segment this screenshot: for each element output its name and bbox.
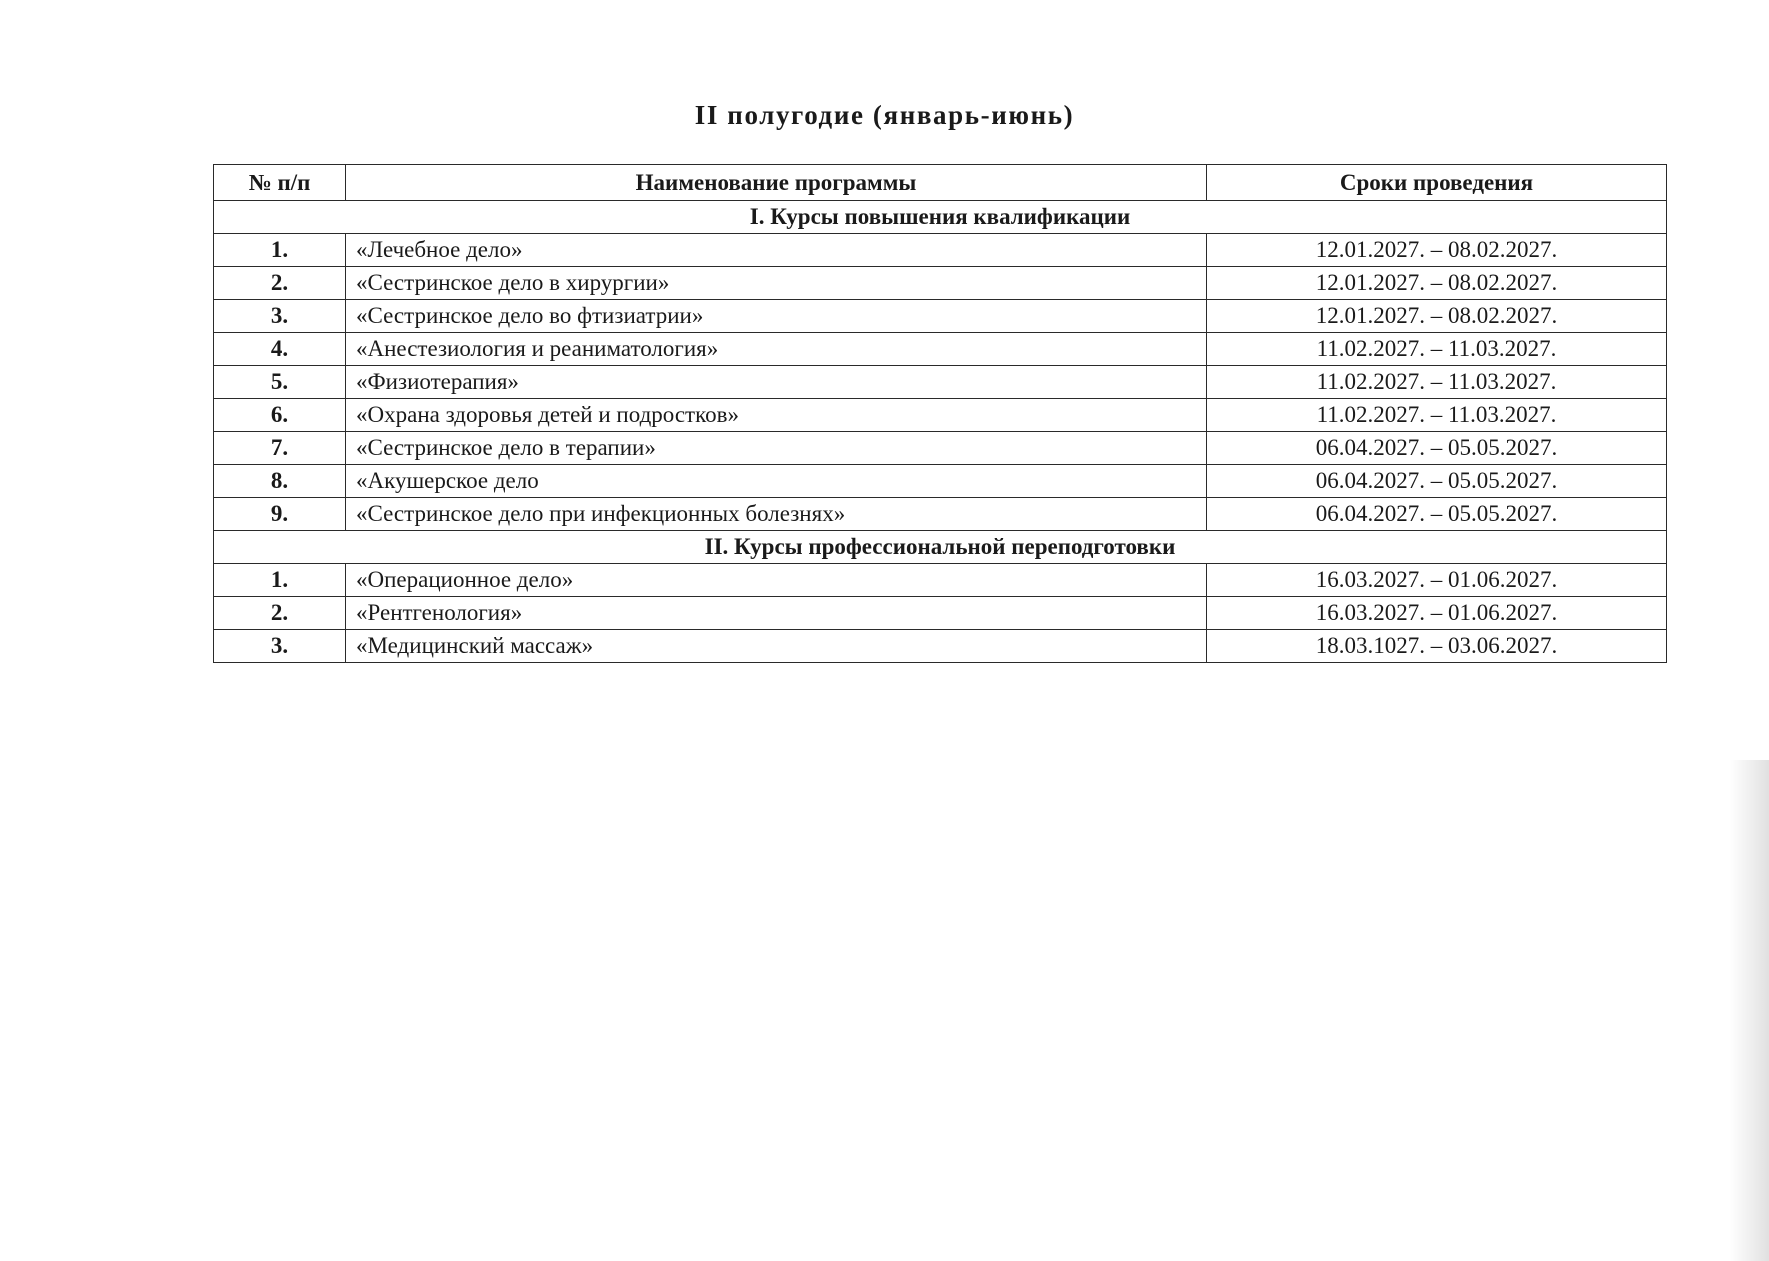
row-number: 7. (214, 432, 346, 465)
table-row (214, 597, 1667, 630)
row-number: 2. (214, 267, 346, 300)
program-name: «Рентгенология» (346, 597, 1207, 630)
row-number: 3. (214, 630, 346, 663)
row-number: 8. (214, 465, 346, 498)
table-row (214, 564, 1667, 597)
program-dates: 12.01.2027. – 08.02.2027. (1207, 300, 1667, 333)
program-name: «Лечебное дело» (346, 234, 1207, 267)
row-number: 2. (214, 597, 346, 630)
table-row (214, 432, 1667, 465)
program-name: «Анестезиология и реаниматология» (346, 333, 1207, 366)
scan-edge-shadow (1729, 760, 1769, 1261)
row-number: 1. (214, 564, 346, 597)
table-row (214, 267, 1667, 300)
row-number: 1. (214, 234, 346, 267)
table-row (214, 498, 1667, 531)
program-dates: 06.04.2027. – 05.05.2027. (1207, 498, 1667, 531)
program-name: «Охрана здоровья детей и подростков» (346, 399, 1207, 432)
table-row (214, 234, 1667, 267)
program-dates: 12.01.2027. – 08.02.2027. (1207, 267, 1667, 300)
schedule-table (213, 164, 1667, 663)
section-title-retraining: II. Курсы профессиональной переподготовки (214, 531, 1667, 564)
section-row (214, 201, 1667, 234)
program-dates: 18.03.1027. – 03.06.2027. (1207, 630, 1667, 663)
section-title-qualification: I. Курсы повышения квалификации (214, 201, 1667, 234)
program-name: «Медицинский массаж» (346, 630, 1207, 663)
table-body (214, 201, 1667, 663)
program-dates: 11.02.2027. – 11.03.2027. (1207, 399, 1667, 432)
program-name: «Акушерское дело (346, 465, 1207, 498)
program-dates: 11.02.2027. – 11.03.2027. (1207, 333, 1667, 366)
table-row (214, 333, 1667, 366)
row-number: 3. (214, 300, 346, 333)
header-row (214, 165, 1667, 201)
program-dates: 12.01.2027. – 08.02.2027. (1207, 234, 1667, 267)
program-dates: 11.02.2027. – 11.03.2027. (1207, 366, 1667, 399)
table-row (214, 465, 1667, 498)
program-dates: 06.04.2027. – 05.05.2027. (1207, 432, 1667, 465)
section-row (214, 531, 1667, 564)
table-row (214, 300, 1667, 333)
row-number: 5. (214, 366, 346, 399)
table-header (214, 165, 1667, 201)
program-name: «Сестринское дело во фтизиатрии» (346, 300, 1207, 333)
header-number: № п/п (214, 165, 346, 201)
program-name: «Физиотерапия» (346, 366, 1207, 399)
program-name: «Сестринское дело в хирургии» (346, 267, 1207, 300)
program-dates: 16.03.2027. – 01.06.2027. (1207, 564, 1667, 597)
table-row (214, 630, 1667, 663)
table-row (214, 366, 1667, 399)
header-program-name: Наименование программы (346, 165, 1207, 201)
page-title: II полугодие (январь-июнь) (694, 100, 1075, 130)
table-row (214, 399, 1667, 432)
program-name: «Сестринское дело при инфекционных болезнях» (346, 498, 1207, 531)
program-dates: 06.04.2027. – 05.05.2027. (1207, 465, 1667, 498)
row-number: 4. (214, 333, 346, 366)
program-dates: 16.03.2027. – 01.06.2027. (1207, 597, 1667, 630)
program-name: «Операционное дело» (346, 564, 1207, 597)
header-dates: Сроки проведения (1207, 165, 1667, 201)
row-number: 6. (214, 399, 346, 432)
program-name: «Сестринское дело в терапии» (346, 432, 1207, 465)
row-number: 9. (214, 498, 346, 531)
